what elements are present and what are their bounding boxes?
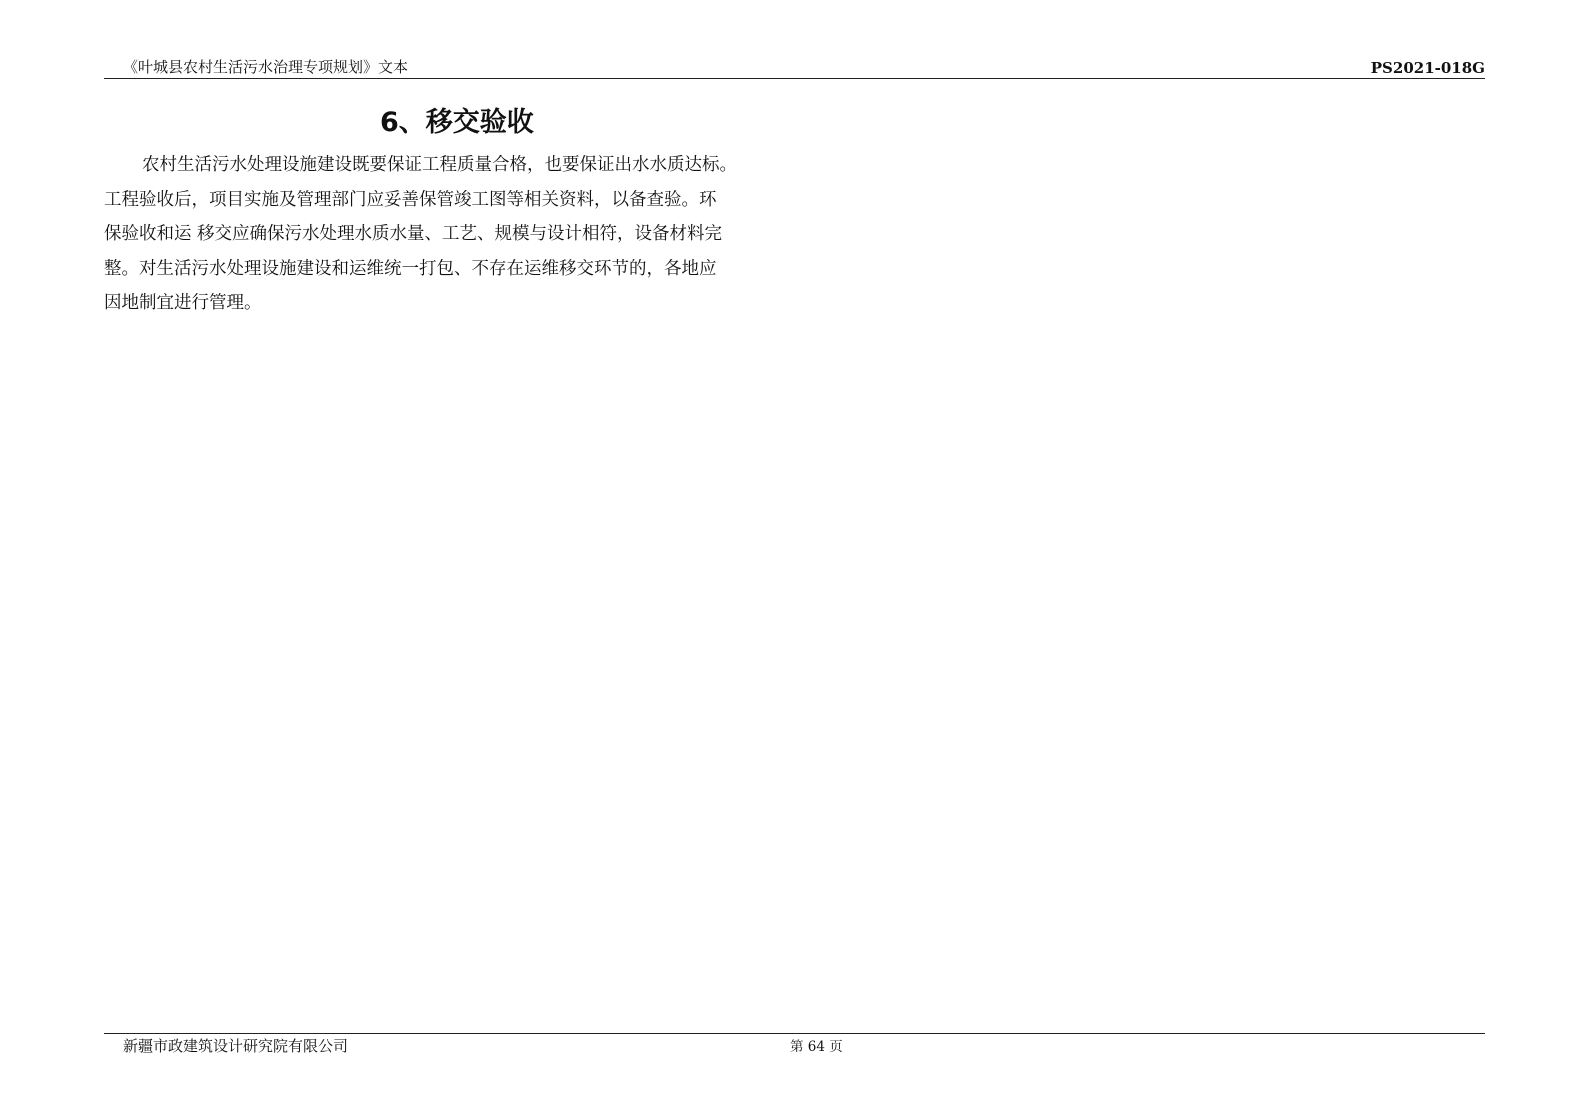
paragraph-line: 保验收和运 移交应确保污水处理水质水量、工艺、规模与设计相符，设备材料完 xyxy=(104,224,723,244)
company-name: 新疆市政建筑设计研究院有限公司 xyxy=(123,1037,349,1055)
paragraph-line: 农村生活污水处理设施建设既要保证工程质量合格，也要保证出水水质达标。 xyxy=(142,155,737,175)
section-title: 6、移交验收 xyxy=(380,107,534,138)
paragraph-line: 整。对生活污水处理设施建设和运维统一打包、不存在运维移交环节的，各地应 xyxy=(104,258,717,279)
paragraph-line: 工程验收后，项目实施及管理部门应妥善保管竣工图等相关资料，以备查验。环 xyxy=(104,189,717,210)
paragraph-line: 因地制宜进行管理。 xyxy=(104,293,262,313)
document-title: 《叶城县农村生活污水治理专项规划》文本 xyxy=(123,58,409,76)
header-divider xyxy=(104,78,1485,79)
footer-divider xyxy=(104,1033,1485,1034)
page-number: 第 64 页 xyxy=(790,1039,843,1055)
section-paragraph xyxy=(104,148,764,321)
document-code: PS2021-018G xyxy=(1370,59,1485,77)
